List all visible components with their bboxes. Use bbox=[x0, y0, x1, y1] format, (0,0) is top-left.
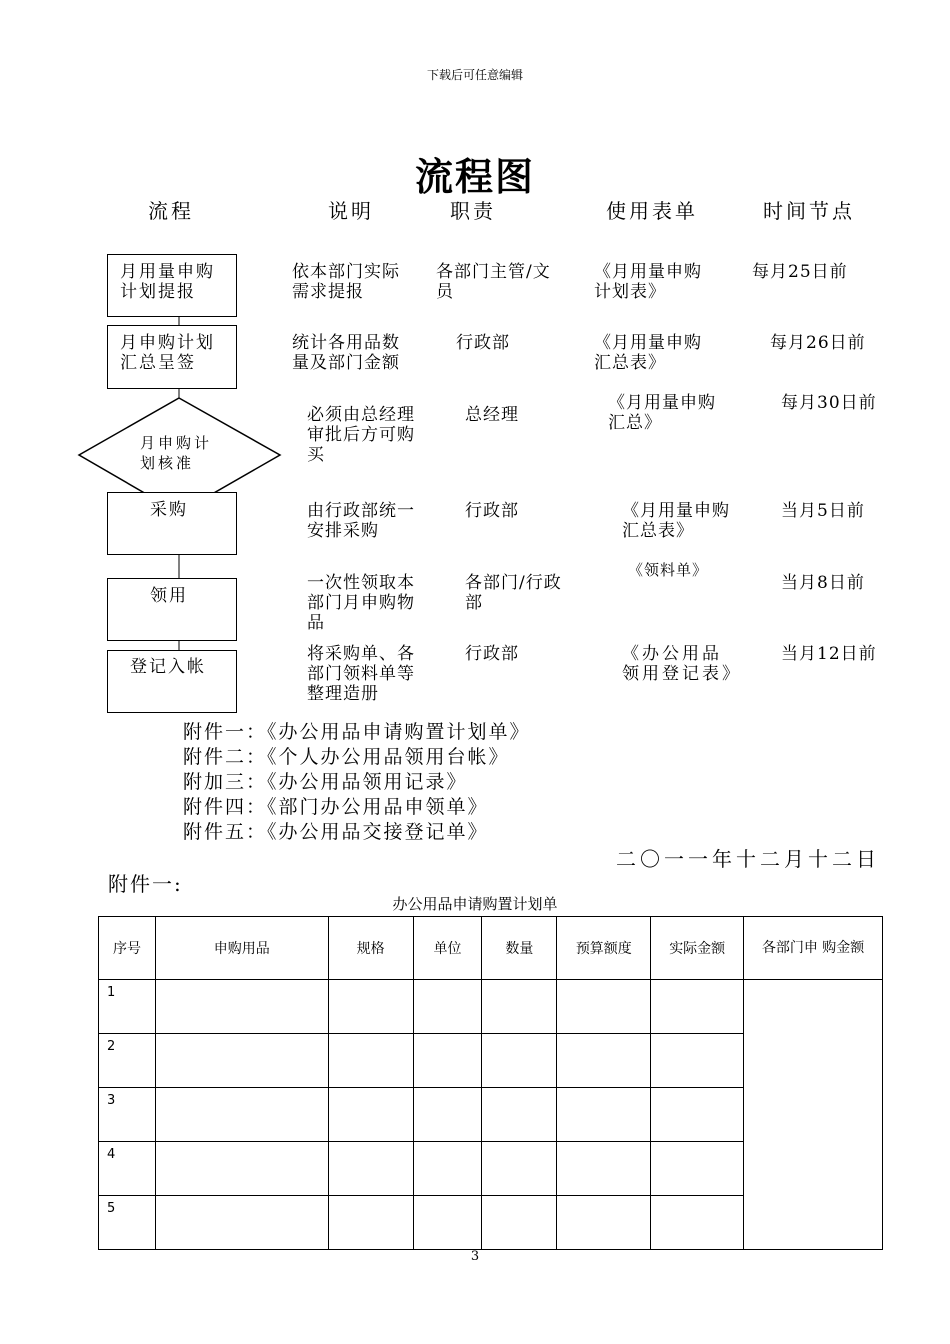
column-header-flow: 流程 bbox=[148, 199, 194, 223]
table-cell[interactable] bbox=[413, 980, 482, 1034]
attachment-1: 附件一：《办公用品申请购置计划单》 bbox=[183, 721, 531, 743]
row-number: 1 bbox=[99, 980, 156, 1034]
header-cell: 序号 bbox=[99, 917, 156, 980]
attachment-one-label: 附件一: bbox=[108, 872, 183, 896]
attachment-3: 附加三：《办公用品领用记录》 bbox=[183, 771, 468, 793]
table-cell[interactable] bbox=[413, 1034, 482, 1088]
table-cell[interactable] bbox=[328, 1034, 413, 1088]
flow-box-label: 登记入帐 bbox=[130, 657, 206, 677]
table-cell[interactable] bbox=[651, 1196, 744, 1250]
table-cell[interactable] bbox=[328, 980, 413, 1034]
step-4-duty: 行政部 bbox=[465, 501, 519, 521]
table-cell[interactable] bbox=[482, 1034, 557, 1088]
table-cell[interactable] bbox=[328, 1142, 413, 1196]
step-2-duty: 行政部 bbox=[456, 333, 510, 353]
step-6-desc: 将采购单、各部门领料单等整理造册 bbox=[307, 644, 415, 704]
step-2-form: 《月用量申购汇总表》 bbox=[594, 333, 702, 373]
table-cell[interactable] bbox=[155, 980, 328, 1034]
step-6-duty: 行政部 bbox=[465, 644, 519, 664]
table-cell[interactable] bbox=[155, 1142, 328, 1196]
table-cell[interactable] bbox=[482, 1142, 557, 1196]
header-cell: 实际金额 bbox=[651, 917, 744, 980]
table-header-row bbox=[99, 917, 883, 980]
purchase-plan-table bbox=[98, 916, 883, 1250]
column-header-desc: 说明 bbox=[328, 199, 374, 223]
step-3-desc: 必须由总经理审批后方可购买 bbox=[307, 405, 415, 465]
row-number: 2 bbox=[99, 1034, 156, 1088]
header-cell: 规格 bbox=[328, 917, 413, 980]
header-cell: 单位 bbox=[413, 917, 482, 980]
table-cell[interactable] bbox=[413, 1142, 482, 1196]
table-cell[interactable] bbox=[557, 1142, 651, 1196]
table-cell[interactable] bbox=[155, 1088, 328, 1142]
table-cell[interactable] bbox=[557, 1088, 651, 1142]
table-cell[interactable] bbox=[155, 1034, 328, 1088]
step-1-duty: 各部门主管/文员 bbox=[436, 262, 551, 302]
page-title: 流程图 bbox=[414, 154, 535, 199]
step-5-form: 《领料单》 bbox=[628, 561, 709, 579]
table-cell[interactable] bbox=[651, 1034, 744, 1088]
step-2-desc: 统计各用品数量及部门金额 bbox=[292, 333, 400, 373]
header-cell: 预算额度 bbox=[557, 917, 651, 980]
step-2-time: 每月26日前 bbox=[770, 333, 866, 353]
step-4-desc: 由行政部统一安排采购 bbox=[307, 501, 415, 541]
page-header-note: 下载后可任意编辑 bbox=[426, 68, 523, 82]
table-cell[interactable] bbox=[482, 1088, 557, 1142]
attachment-5: 附件五：《办公用品交接登记单》 bbox=[183, 821, 489, 843]
step-5-desc: 一次性领取本部门月申购物品 bbox=[307, 573, 415, 633]
flow-box-label: 月申购计划汇总呈签 bbox=[120, 333, 215, 373]
column-header-forms: 使用表单 bbox=[606, 199, 698, 223]
table-cell[interactable] bbox=[651, 1142, 744, 1196]
table-cell[interactable] bbox=[328, 1088, 413, 1142]
step-5-duty: 各部门/行政部 bbox=[465, 573, 562, 613]
diamond-label: 月申购计划核准 bbox=[140, 434, 213, 472]
flow-box-label: 采购 bbox=[150, 500, 188, 520]
table-row bbox=[99, 980, 883, 1034]
header-cell: 各部门申 购金额 bbox=[744, 917, 883, 980]
step-3-duty: 总经理 bbox=[465, 405, 519, 425]
step-4-form: 《月用量申购汇总表》 bbox=[622, 501, 730, 541]
column-header-time: 时间节点 bbox=[763, 199, 855, 223]
step-6-form: 《办公用品领用登记表》 bbox=[622, 644, 742, 684]
attachment-2: 附件二：《个人办公用品领用台帐》 bbox=[183, 746, 510, 768]
step-4-time: 当月5日前 bbox=[781, 501, 865, 521]
step-1-time: 每月25日前 bbox=[752, 262, 848, 282]
table-cell[interactable] bbox=[557, 980, 651, 1034]
table-cell[interactable] bbox=[557, 1196, 651, 1250]
flow-box-label: 领用 bbox=[150, 586, 188, 606]
header-cell: 数量 bbox=[482, 917, 557, 980]
table-cell[interactable] bbox=[413, 1088, 482, 1142]
row-number: 3 bbox=[99, 1088, 156, 1142]
step-3-time: 每月30日前 bbox=[781, 393, 877, 413]
attachment-4: 附件四：《部门办公用品申领单》 bbox=[183, 796, 489, 818]
table-cell[interactable] bbox=[651, 980, 744, 1034]
step-6-time: 当月12日前 bbox=[781, 644, 877, 664]
row-number: 5 bbox=[99, 1196, 156, 1250]
table-cell[interactable] bbox=[155, 1196, 328, 1250]
step-3-form: 《月用量申购汇总》 bbox=[608, 393, 716, 433]
table-cell[interactable] bbox=[413, 1196, 482, 1250]
step-5-time: 当月8日前 bbox=[781, 573, 865, 593]
header-cell: 申购用品 bbox=[155, 917, 328, 980]
step-1-desc: 依本部门实际需求提报 bbox=[292, 262, 400, 302]
table-cell[interactable] bbox=[328, 1196, 413, 1250]
page-number: 3 bbox=[470, 1249, 480, 1264]
table-cell[interactable] bbox=[482, 1196, 557, 1250]
flow-box-label: 月用量申购计划提报 bbox=[120, 262, 215, 302]
table-cell[interactable] bbox=[651, 1088, 744, 1142]
table-cell[interactable] bbox=[482, 980, 557, 1034]
document-date: 二〇一一年十二月十二日 bbox=[616, 847, 880, 871]
table-caption: 办公用品申请购置计划单 bbox=[392, 895, 558, 913]
column-header-duty: 职责 bbox=[450, 199, 496, 223]
table-cell[interactable] bbox=[557, 1034, 651, 1088]
row-number: 4 bbox=[99, 1142, 156, 1196]
step-1-form: 《月用量申购计划表》 bbox=[594, 262, 702, 302]
department-amount-cell[interactable] bbox=[744, 980, 883, 1250]
